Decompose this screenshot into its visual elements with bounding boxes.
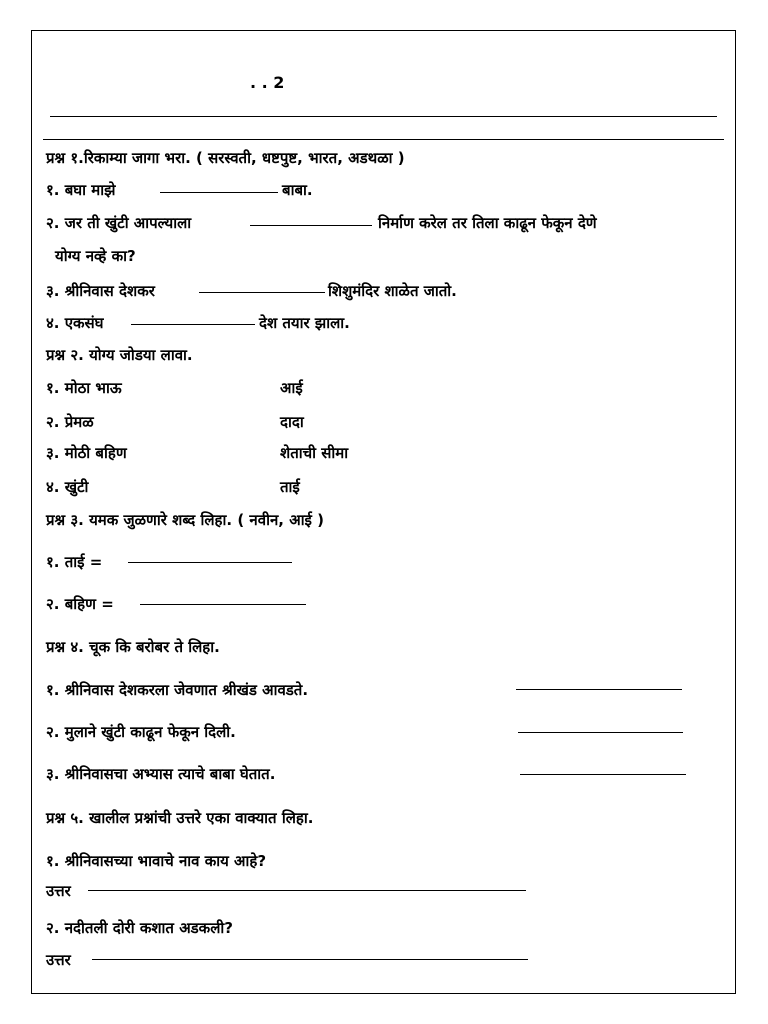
q2-right-item: ताई bbox=[280, 478, 300, 496]
q1-item1-end: बाबा. bbox=[282, 181, 313, 199]
q4-item: १. श्रीनिवास देशकरला जेवणात श्रीखंड आवडते. bbox=[46, 681, 309, 699]
q1-item3-end: शिशुमंदिर शाळेत जातो. bbox=[328, 282, 457, 300]
q2-right-item: शेताची सीमा bbox=[280, 444, 349, 462]
q4-item3-blank[interactable] bbox=[520, 774, 686, 775]
header-rule-bottom bbox=[43, 139, 724, 140]
q1-item1-blank[interactable] bbox=[160, 192, 278, 193]
q1-item2-start: २. जर ती खुंटी आपल्याला bbox=[46, 214, 192, 232]
q3-item1-blank[interactable] bbox=[128, 562, 292, 563]
q2-right-item: दादा bbox=[280, 413, 304, 431]
q5-answer1-blank[interactable] bbox=[88, 890, 526, 891]
q1-item2-blank[interactable] bbox=[250, 225, 372, 226]
q4-item: ३. श्रीनिवासचा अभ्यास त्याचे बाबा घेतात. bbox=[46, 765, 276, 783]
q1-item2-end: निर्माण करेल तर तिला काढून फेकून देणे bbox=[378, 214, 597, 232]
q3-item2-blank[interactable] bbox=[140, 604, 306, 605]
q5-answer-label2: उत्तर bbox=[46, 951, 71, 969]
q4-item: २. मुलाने खुंटी काढून फेकून दिली. bbox=[46, 723, 236, 741]
q4-item2-blank[interactable] bbox=[518, 732, 683, 733]
q2-right-item: आई bbox=[280, 379, 303, 397]
q3-item1: १. ताई = bbox=[46, 553, 103, 571]
q2-left-item: ४. खुंटी bbox=[46, 478, 89, 496]
q5-title: प्रश्न ५. खालील प्रश्नांची उत्तरे एका वाक्यात लिहा. bbox=[46, 809, 314, 827]
q2-title: प्रश्न २. योग्य जोडया लावा. bbox=[46, 346, 193, 364]
q1-item4-end: देश तयार झाला. bbox=[259, 314, 350, 332]
q5-question1: १. श्रीनिवासच्या भावाचे नाव काय आहे? bbox=[46, 852, 267, 870]
q1-item3-start: ३. श्रीनिवास देशकर bbox=[46, 282, 155, 300]
q4-title: प्रश्न ४. चूक कि बरोबर ते लिहा. bbox=[46, 638, 220, 656]
q5-answer2-blank[interactable] bbox=[92, 959, 528, 960]
header-rule-top bbox=[50, 116, 717, 117]
page-number: . . 2 bbox=[250, 73, 285, 92]
q1-item4-blank[interactable] bbox=[131, 324, 255, 325]
q2-left-item: ३. मोठी बहिण bbox=[46, 444, 127, 462]
q1-item4-start: ४. एकसंघ bbox=[46, 314, 104, 332]
q4-item1-blank[interactable] bbox=[516, 689, 682, 690]
q1-item2-continued: योग्य नव्हे का? bbox=[55, 247, 136, 265]
q1-item3-blank[interactable] bbox=[199, 292, 325, 293]
q1-title: प्रश्न १.रिकाम्या जागा भरा. ( सरस्वती, धष्टपुष्ट, भारत, अडथळा ) bbox=[46, 149, 405, 167]
q2-left-item: २. प्रेमळ bbox=[46, 413, 94, 431]
q5-question2: २. नदीतली दोरी कशात अडकली? bbox=[46, 919, 233, 937]
q2-left-item: १. मोठा भाऊ bbox=[46, 379, 122, 397]
q3-item2: २. बहिण = bbox=[46, 595, 114, 613]
q5-answer-label1: उत्तर bbox=[46, 882, 71, 900]
q1-item1-start: १. बघा माझे bbox=[46, 181, 116, 199]
q3-title: प्रश्न ३. यमक जुळणारे शब्द लिहा. ( नवीन, आई ) bbox=[46, 511, 324, 529]
